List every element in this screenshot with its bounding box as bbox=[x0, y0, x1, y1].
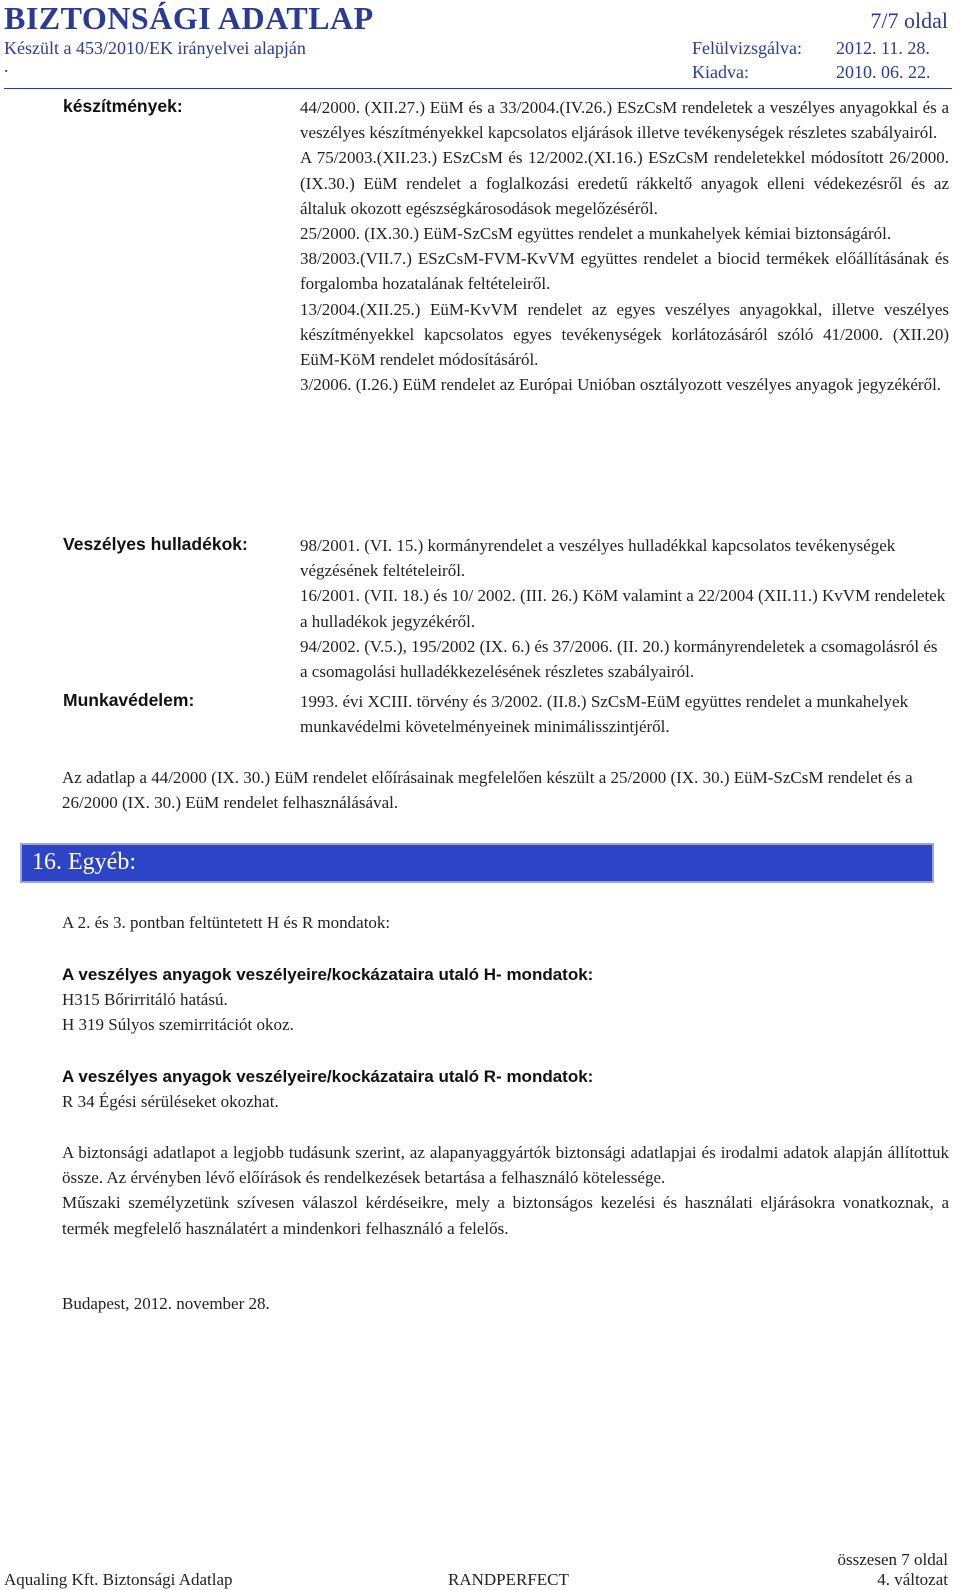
regulation-paragraph: 13/2004.(XII.25.) EüM-KvVM rendelet az egyes veszélyes anyagokkal, illetve veszélyes készítményekkel kapcsolatos egyes tevékenységek korlátozásáról szóló 41/2000. (XII.20) EüM-KöM rendelet módosításáról. bbox=[300, 299, 949, 370]
footer-version: 4. változat bbox=[877, 1570, 948, 1589]
preparations-regulations bbox=[300, 95, 949, 397]
r-statement: R 34 Égési sérüléseket okozhat. bbox=[62, 1092, 279, 1111]
h-statement: H315 Bőrirritáló hatású. bbox=[62, 990, 228, 1009]
regulation-paragraph: 94/2002. (V.5.), 195/2002 (IX. 6.) és 37/2006. (II. 20.) kormányrendeletek a csomagolásról és a csomagolási hulladékkezelésének részletes szabályairól. bbox=[300, 636, 938, 682]
revision-date: 2012. 11. 28. bbox=[836, 38, 930, 58]
basis-text: Az adatlap a 44/2000 (IX. 30.) EüM rendelet előírásainak megfelelően készült a 25/2000 (IX. 30.) EüM-SzCsM rendelet és a 26/2000 (IX. 30.) EüM rendelet felhasználásával. bbox=[62, 768, 913, 813]
section-16-header bbox=[20, 843, 934, 883]
section-intro: A 2. és 3. pontban feltüntetett H és R mondatok: bbox=[62, 913, 391, 932]
footer-total-pages: összesen 7 oldal bbox=[837, 1550, 948, 1569]
regulation-paragraph: 1993. évi XCIII. törvény és 3/2002. (II.8.) SzCsM-EüM együttes rendelet a munkahelyek munkavédelmi követelményeinek minimálisszintjéről. bbox=[300, 692, 909, 737]
regulation-paragraph: 3/2006. (I.26.) EüM rendelet az Európai Unióban osztályozott veszélyes anyagok jegyzékéről. bbox=[300, 375, 942, 395]
page-number: 7/7 oldal bbox=[870, 8, 948, 33]
disclaimer bbox=[62, 1140, 949, 1241]
place-and-date: Budapest, 2012. november 28. bbox=[62, 1294, 270, 1313]
footer-product: RANDPERFECT bbox=[448, 1570, 569, 1589]
safety-label: Munkavédelem: bbox=[63, 690, 195, 710]
issue-label: Kiadva: bbox=[692, 62, 749, 82]
safety-regulations bbox=[300, 689, 949, 739]
preparations-label: készítmények: bbox=[63, 96, 183, 116]
regulation-paragraph: 98/2001. (VI. 15.) kormányrendelet a veszélyes hulladékkal kapcsolatos tevékenységek végzésének feltételeiről. bbox=[300, 536, 896, 581]
disclaimer-paragraph: A biztonsági adatlapot a legjobb tudásunk szerint, az alapanyaggyártók biztonsági adatlapjai és irodalmi adatok alapján állítottuk össze. Az érvényben lévő előírások és rendelkezések betartása a felhasználó kötelessége. bbox=[62, 1143, 949, 1188]
issue-date: 2010. 06. 22. bbox=[836, 62, 931, 82]
regulation-paragraph: 44/2000. (XII.27.) EüM és a 33/2004.(IV.26.) ESzCsM rendeletek a veszélyes anyagokkal és a veszélyes készítményekkel kapcsolatos eljárások illetve tevékenységek részletes szabályairól. bbox=[300, 98, 949, 143]
regulation-paragraph: 38/2003.(VII.7.) ESzCsM-FVM-KvVM együttes rendelet a biocid termékek előállításának és forgalomba hozatalának feltételeiről. bbox=[300, 249, 949, 294]
section-16-title: 16. Egyéb: bbox=[32, 849, 136, 875]
regulation-paragraph: 25/2000. (IX.30.) EüM-SzCsM együttes rendelet a munkahelyek kémiai biztonságáról. bbox=[300, 224, 892, 244]
regulation-paragraph: A 75/2003.(XII.23.) ESzCsM és 12/2002.(XI.16.) ESzCsM rendeletekkel módosított 26/2000. (IX.30.) EüM rendelet a foglalkozási eredetű rákkeltő anyagok elleni védekezésről és az általuk okozott egészségkárosodások megelőzéséről. bbox=[300, 148, 949, 218]
header-dot: . bbox=[4, 56, 9, 76]
h-statement: H 319 Súlyos szemirritációt okoz. bbox=[62, 1015, 294, 1034]
document-title: BIZTONSÁGI ADATLAP bbox=[4, 0, 374, 36]
h-statements-heading: A veszélyes anyagok veszélyeire/kockázataira utaló H- mondatok: bbox=[62, 965, 594, 984]
regulation-paragraph: 16/2001. (VII. 18.) és 10/ 2002. (III. 26.) KöM valamint a 22/2004 (XII.11.) KvVM rendeletek a hulladékok jegyzékéről. bbox=[300, 586, 946, 631]
basis-paragraph bbox=[62, 765, 949, 815]
waste-regulations bbox=[300, 533, 949, 684]
disclaimer-paragraph: Műszaki személyzetünk szívesen válaszol kérdéseikre, mely a biztonságos kezelési és használati eljárásokra vonatkoznak, a termék megfelelő használatért a mindenkori felhasználó a felelős. bbox=[62, 1193, 949, 1238]
footer-company: Aqualing Kft. Biztonsági Adatlap bbox=[4, 1570, 233, 1589]
waste-label: Veszélyes hulladékok: bbox=[63, 534, 248, 554]
header-rule bbox=[4, 88, 952, 89]
document-subtitle: Készült a 453/2010/EK irányelvei alapján bbox=[4, 38, 306, 58]
r-statements-heading: A veszélyes anyagok veszélyeire/kockázataira utaló R- mondatok: bbox=[62, 1067, 594, 1086]
revision-label: Felülvizsgálva: bbox=[692, 38, 802, 58]
